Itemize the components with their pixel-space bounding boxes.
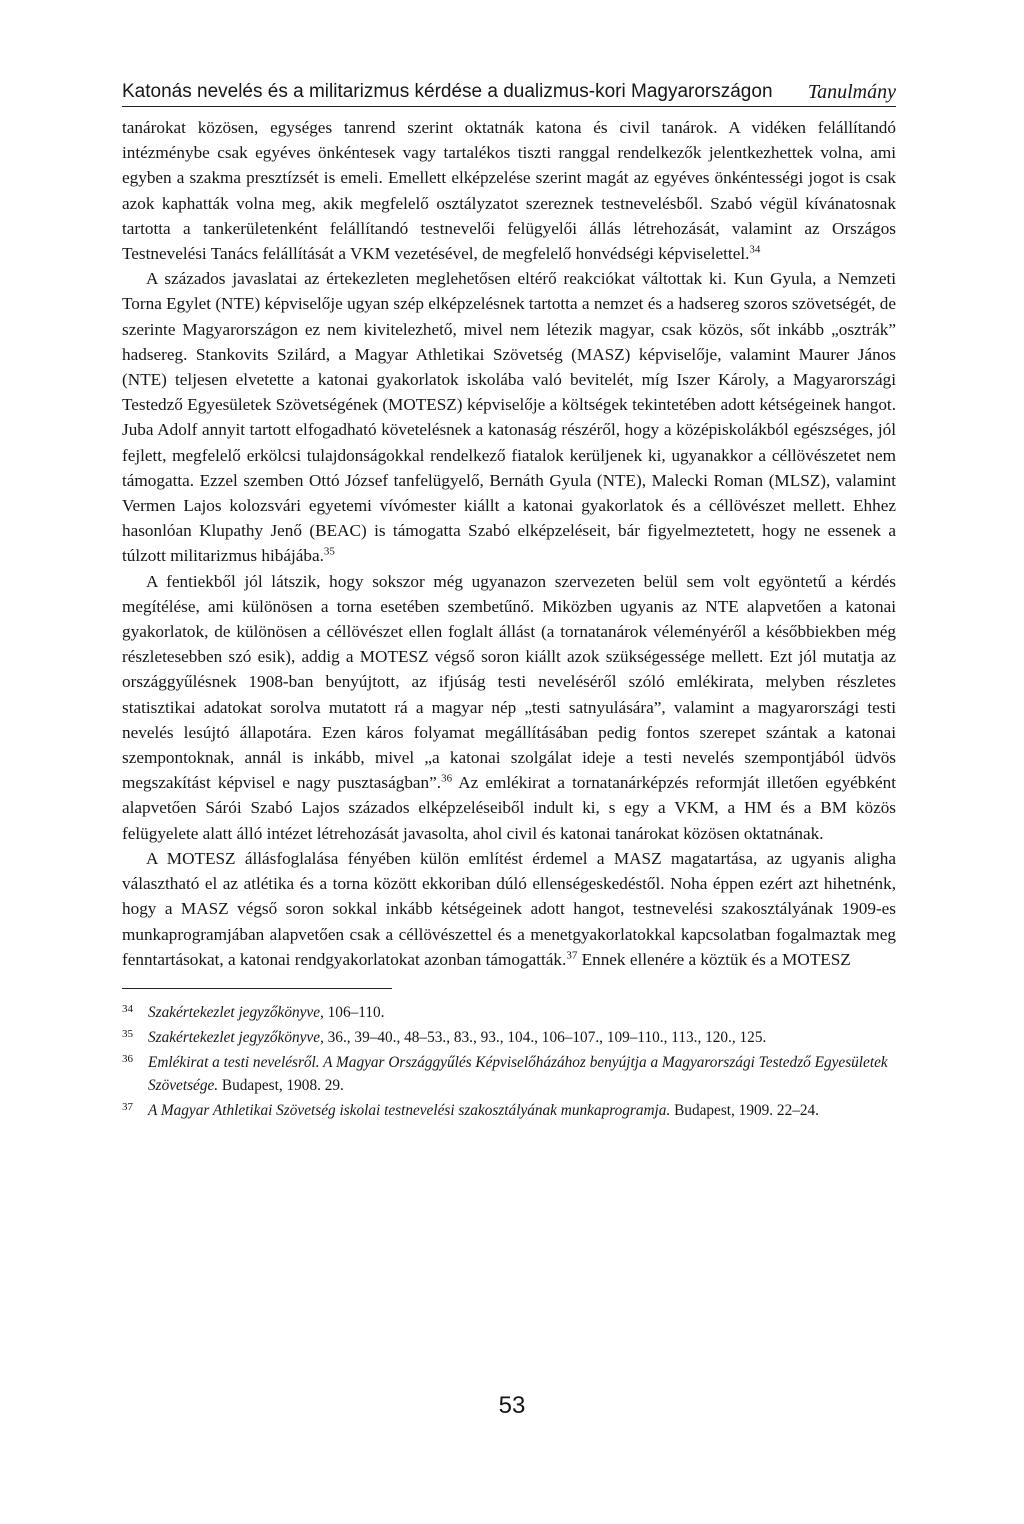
paragraph-1 [122,115,896,266]
footnote-37 [122,1099,896,1122]
paragraph-text: tanárokat közösen, egységes tanrend szerint oktatnák katona és civil tanárok. A vidéken felállítandó intézménybe csak egyéves önkéntesek vagy tartalékos tiszti ranggal rendelkezők jelentkezhettek volna, ami egyben a szakma presztízsét is emeli. Emellett elképzelése szerint magát az egyéves önkéntességi jogot is csak azok kaphatták volna meg, akik megfelelő osztályzatot szereznek testnevelésből. Szabó végül kívánatosnak tartotta a tankerületenként felállítandó testnevelői felügyelői állás létrehozását, valamint az Országos Testnevelési Tanács felállítását a VKM vezetésével, de megfelelő honvédségi képviselettel. [122,118,896,264]
paragraph-text: A százados javaslatai az értekezleten meglehetősen eltérő reakciókat váltottak ki. Kun Gyula, a Nemzeti Torna Egylet (NTE) képviselője ugyan szép elképzelésnek tartotta a nemzet és a hadsereg szoros szövetségét, de szerinte Magyarországon ez nem kivitelezhető, mivel nem létezik magyar, csak közös, sőt inkább „osztrák” hadsereg. Stankovits Szilárd, a Magyar Athletikai Szövetség (MASZ) képviselője, valamint Maurer János (NTE) teljesen elvetette a katonai gyakorlatok iskolába való bevitelét, míg Iszer Károly, a Magyarországi Testedző Egyesületek Szövetségének (MOTESZ) képviselője a költségek tekintetében adott kétségeinek hangot. Juba Adolf annyit tartott elfogadható követelésnek a katonaság részéről, hogy a középiskolákból egészséges, jól fejlett, megfelelő erkölcsi tulajdonságokkal rendelkező fiatalok kerüljenek ki, ugyanakkor a céllövészetet nem támogatta. Ezzel szemben Ottó József tanfelügyelő, Bernáth Gyula (NTE), Malecki Roman (MLSZ), valamint Vermen Lajos kolozsvári egyetemi vívómester kiállt a katonai gyakorlatok és a céllövészet mellett. Ehhez hasonlóan Klupathy Jenő (BEAC) is támogatta Szabó elképzeléseit, bár figyelmeztetett, hogy ne essenek a túlzott militarizmus hibájába. [122,269,896,566]
footnote-ref-36[interactable]: 36 [441,772,453,785]
paragraph-text: Az emlékirat a tornatanárképzés reformját illetően egyébként alapvetően Sárói Szabó Lajos százados elképzeléseiből indult ki, s egy a VKM, a HM és a BM közös felügyelete alatt álló intézet létrehozását javasolta, ahol civil és katonai tanárokat közösen oktatnának. [122,773,896,843]
page-number: 53 [498,1392,526,1419]
paragraph-3 [122,569,896,846]
footnote-number: 35 [122,1027,133,1040]
body-text [122,115,896,972]
running-head [122,80,896,107]
footnote-number: 37 [122,1100,133,1113]
footnote-title: Szakértekezlet jegyzőkönyve, [148,1028,324,1046]
footnote-36 [122,1051,896,1097]
footnote-pages: 36., 39–40., 48–53., 83., 93., 104., 106–107., 109–110., 113., 120., 125. [323,1028,767,1046]
footnote-pages: 106–110. [323,1003,385,1021]
footnote-number: 34 [122,1002,133,1015]
footnote-pages: Budapest, 1909. 22–24. [670,1101,819,1119]
paragraph-text: Ennek ellenére a köztük és a MOTESZ [577,949,851,969]
paragraph-text: A fentiekből jól látszik, hogy sokszor még ugyanazon szervezeten belül sem volt egyöntetű a kérdés megítélése, ami különösen a torna esetében szembetűnő. Miközben ugyanis az NTE alapvetően a katonai gyakorlatok, de különösen a céllövészet ellen foglalt állást (a tornatanárok véleményéről a későbbiekben még részletesebben szó esik), addig a MOTESZ végső soron kiállt azok szükségessége mellett. Ezt jól mutatja az országgyűlésnek 1908-ban benyújtott, az ifjúság testi neveléséről szóló emlékirata, melyben részletes statisztikai adatokat sorolva mutatott rá a magyar nép „testi satnyulására”, valamint a magyarországi testi nevelés lesújtó állapotára. Ezen káros folyamat megállításában pedig fontos szerepet szántak a katonai szempontoknak, annál is inkább, mivel „a katonai szolgálat ideje a testi nevelés szempontjából üdvös megszakítást képvisel e nagy pusztaságban”. [122,571,896,793]
running-head-title: Katonás nevelés és a militarizmus kérdése a dualizmus-kori Magyarországon [122,81,773,102]
paragraph-2 [122,266,896,568]
footnote-ref-35[interactable]: 35 [323,545,335,558]
footnote-ref-34[interactable]: 34 [749,243,761,256]
footnote-number: 36 [122,1052,133,1065]
footnote-35 [122,1026,896,1049]
paragraph-4 [122,846,896,972]
footnote-pages: Budapest, 1908. 29. [218,1076,344,1094]
footnote-divider [122,988,392,989]
running-head-section: Tanulmány [807,81,896,103]
footnote-title: A Magyar Athletikai Szövetség iskolai testnevelési szakosztályának munkaprogramja. [148,1101,671,1119]
footnote-title: Szakértekezlet jegyzőkönyve, [148,1003,324,1021]
footnotes [122,1001,896,1122]
page [122,80,896,1124]
footnote-ref-37[interactable]: 37 [566,948,578,961]
footnote-title: Emlékirat a testi nevelésről. A Magyar Országgyűlés Képviselőházához benyújtja a Magyarországi Testedző Egyesületek Szövetsége. [148,1053,888,1094]
footnote-34 [122,1001,896,1024]
paragraph-text: A MOTESZ állásfoglalása fényében külön említést érdemel a MASZ magatartása, az ugyanis aligha választható el az atlétika és a torna között ekkoriban dúló ellenségeskedéstől. Noha éppen ezért azt hihetnénk, hogy a MASZ végső soron sokkal inkább kétségeinek adott hangot, testnevelési szakosztályának 1909-es munkaprogramjában alapvetően csak a céllövészettel és a menetgyakorlatokkal kapcsolatban fogalmaztak meg fenntartásokat, a katonai rendgyakorlatokat azonban támogatták. [122,848,896,969]
